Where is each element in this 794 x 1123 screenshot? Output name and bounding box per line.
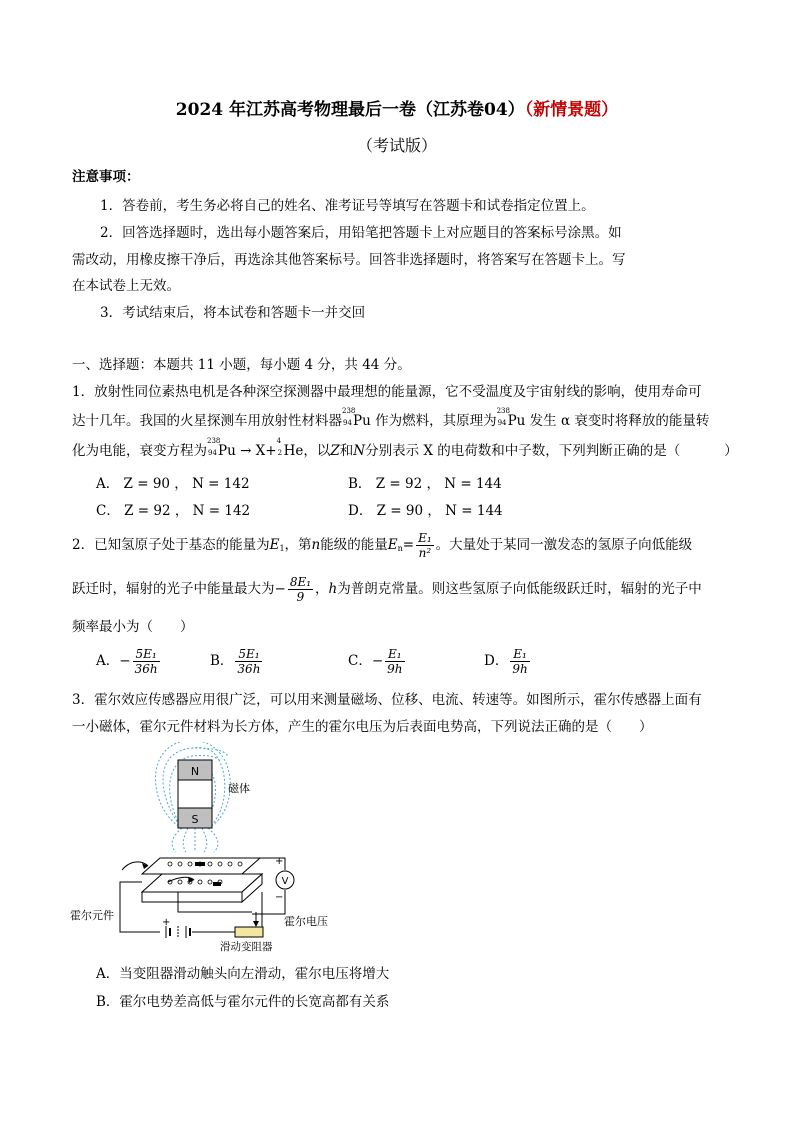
rheostat[interactable] [235, 927, 263, 937]
title-tag: （新情景题） [524, 100, 619, 120]
hall-element-marker [195, 862, 205, 866]
q1-line-2: 达十几年。我国的火星探测车用放射性材料器 238 94 Pu 作为燃料，其原理为 238 94 Pu 发生 α 衰变时将释放的能量转 [72, 407, 710, 429]
voltmeter-minus: − [275, 892, 284, 903]
q1-line-1: 1．放射性同位素热电机是各种深空探测器中最理想的能量源，它不受温度及宇宙射线的影响，使用寿命可 [72, 384, 702, 400]
exam-title [0, 95, 794, 120]
notice-item-1: 1．答卷前，考生务必将自己的姓名、准考证号等填写在答题卡和试卷指定位置上。 [100, 198, 595, 214]
exam-subtitle: （考试版） [356, 136, 437, 155]
hall-element-label: 霍尔元件 [70, 909, 114, 922]
q1-option-b[interactable]: B． Z = 92 ， N = 144 [348, 476, 502, 492]
q2-option-c[interactable]: C．− $\frac{\text{E₁}}{9h}$ [348, 647, 403, 676]
q2-line-1: 2．已知氢原子处于基态的能量为$E_1$，第n能级的能量$E_n=$ $\frac{\text{E₁}}{\text{n²}}$ 。大量处于某同一激发态的氢原子向低能级 [72, 531, 693, 560]
q2-option-b[interactable]: B． $\frac{\text{5E₁}}{36h}$ [210, 647, 261, 676]
max-energy-fraction: $\frac{\text{8E₁}}{9}$ [289, 575, 312, 604]
hall-voltage-label: 霍尔电压 [284, 915, 328, 928]
pu-isotope: 238 94 [496, 407, 510, 427]
north-label: N [190, 765, 200, 778]
notice-heading: 注意事项： [72, 169, 140, 185]
notice-item-2-line-1: 2．回答选择题时，选出每小题答案后，用铅笔把答题卡上对应题目的答案标号涂黑。如 [100, 225, 622, 241]
q2-line-2: 跃迁时，辐射的光子中能量最大为− $\frac{\text{8E₁}}{9}$ ，h为普朗克常量。则这些氢原子向低能级跃迁时，辐射的光子中 [72, 575, 702, 604]
battery-plus: + [162, 917, 171, 928]
q1-option-c[interactable]: C． Z = 92 ， N = 142 [96, 503, 251, 519]
notice-item-2-line-3: 在本试卷上无效。 [72, 278, 180, 294]
q2-line-3: 频率最小为（ ） [72, 619, 194, 635]
hall-sensor-figure [70, 742, 350, 954]
voltmeter-label: V [281, 876, 289, 887]
magnet-label: 磁体 [228, 782, 250, 795]
q1-option-d[interactable]: D． Z = 90 ， N = 144 [348, 503, 503, 519]
pu-isotope: 238 94 [342, 407, 356, 427]
voltmeter-plus: + [275, 856, 284, 867]
en-fraction: $\frac{\text{E₁}}{\text{n²}}$ [418, 531, 432, 560]
q2-option-a[interactable]: A．− $\frac{\text{5E₁}}{36h}$ [96, 647, 158, 676]
q3-option-a[interactable]: A．当变阻器滑动触头向左滑动，霍尔电压将增大 [96, 966, 390, 982]
rheostat-label: 滑动变阻器 [220, 941, 273, 953]
q1-option-a[interactable]: A． Z = 90 ， N = 142 [96, 476, 250, 492]
he-isotope: 4 2 [276, 437, 283, 457]
q3-line-2: 一小磁体，霍尔元件材料为长方体，产生的霍尔电压为后表面电势高，下列说法正确的是（ ） [72, 719, 653, 735]
q1-line-3: 化为电能，衰变方程为 238 94 Pu → X+ 4 2 He，以Z和N分别表示 X 的电荷数和中子数，下列判断正确的是（ ） [72, 437, 738, 459]
q3-line-1: 3．霍尔效应传感器应用很广泛，可以用来测量磁场、位移、电流、转速等。如图所示，霍尔传感器上面有 [72, 692, 702, 708]
notice-item-2-line-2: 需改动，用橡皮擦干净后，再选涂其他答案标号。回答非选择题时，将答案写在答题卡上。写 [72, 252, 626, 268]
notice-item-3: 3．考试结束后，将本试卷和答题卡一并交回 [100, 305, 366, 321]
pu-isotope: 238 94 [207, 437, 221, 457]
q2-option-d[interactable]: D． $\frac{\text{E₁}}{9h}$ [484, 647, 528, 676]
south-label: S [191, 813, 199, 826]
q3-option-b[interactable]: B．霍尔电势差高低与霍尔元件的长宽高都有关系 [96, 994, 390, 1010]
section-heading: 一、选择题：本题共 11 小题，每小题 4 分，共 44 分。 [72, 357, 411, 373]
rheostat-slider[interactable] [253, 921, 259, 927]
title-main: 2024 年江苏高考物理最后一卷（江苏卷04） [175, 100, 525, 120]
